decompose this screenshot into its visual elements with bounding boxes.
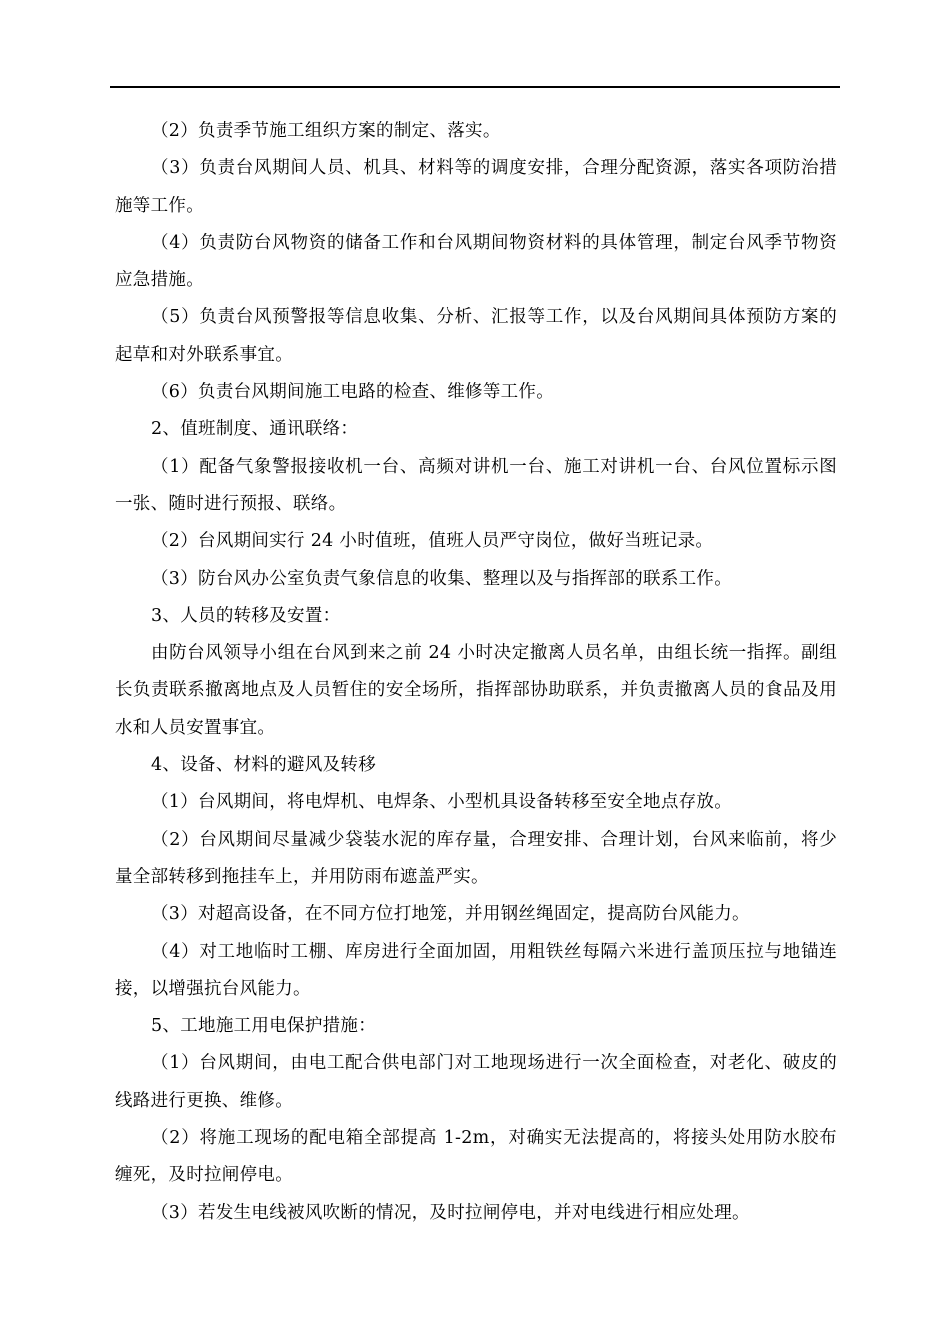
paragraph-equipment-3: （3）对超高设备，在不同方位打地笼，并用钢丝绳固定，提高防台风能力。 <box>151 904 750 925</box>
section-heading-equipment-transfer: 4、设备、材料的避风及转移 <box>151 755 377 776</box>
paragraph-equipment-4: （4）对工地临时工棚、库房进行全面加固，用粗铁丝每隔六米进行盖顶压拉与地锚连接，以增强抗台风能力。 <box>115 941 837 999</box>
header-rule <box>110 86 840 88</box>
paragraph-equipment-1: （1）台风期间，将电焊机、电焊条、小型机具设备转移至安全地点存放。 <box>151 792 733 813</box>
paragraph-electrical-1: （1）台风期间，由电工配合供电部门对工地现场进行一次全面检查，对老化、破皮的线路进行更换、维修。 <box>115 1053 837 1111</box>
paragraph-duty-3: （3）防台风办公室负责气象信息的收集、整理以及与指挥部的联系工作。 <box>151 568 733 589</box>
section-heading-duty-system: 2、值班制度、通讯联络： <box>151 419 359 440</box>
paragraph-personnel-transfer: 由防台风领导小组在台风到来之前 24 小时决定撤离人员名单，由组长统一指挥。副组长负责联系撤离地点及人员暂住的安全场所，指挥部协助联系，并负责撤离人员的食品及用水和人员安置事宜。 <box>115 643 837 738</box>
paragraph-equipment-2: （2）台风期间尽量减少袋装水泥的库存量，合理安排、合理计划，台风来临前，将少量全部转移到拖挂车上，并用防雨布遮盖严实。 <box>115 829 837 887</box>
paragraph-responsibility-2: （2）负责季节施工组织方案的制定、落实。 <box>151 121 501 141</box>
paragraph-electrical-2: （2）将施工现场的配电箱全部提高 1-2m，对确实无法提高的，将接头处用防水胶布缠死，及时拉闸停电。 <box>115 1128 837 1186</box>
paragraph-responsibility-3: （3）负责台风期间人员、机具、材料等的调度安排，合理分配资源，落实各项防治措施等工作。 <box>115 158 837 216</box>
paragraph-duty-1: （1）配备气象警报接收机一台、高频对讲机一台、施工对讲机一台、台风位置标示图一张、随时进行预报、联络。 <box>115 456 837 514</box>
paragraph-responsibility-6: （6）负责台风期间施工电路的检查、维修等工作。 <box>151 382 555 403</box>
section-heading-personnel-transfer: 3、人员的转移及安置： <box>151 605 341 626</box>
section-heading-electrical-protection: 5、工地施工用电保护措施： <box>151 1016 377 1037</box>
paragraph-electrical-3: （3）若发生电线被风吹断的情况，及时拉闸停电，并对电线进行相应处理。 <box>151 1202 750 1223</box>
paragraph-responsibility-4: （4）负责防台风物资的储备工作和台风期间物资材料的具体管理，制定台风季节物资应急措施。 <box>115 232 837 291</box>
document-body <box>115 113 837 1232</box>
paragraph-responsibility-5: （5）负责台风预警报等信息收集、分析、汇报等工作，以及台风期间具体预防方案的起草和对外联系事宜。 <box>115 307 837 365</box>
paragraph-duty-2: （2）台风期间实行 24 小时值班，值班人员严守岗位，做好当班记录。 <box>151 531 714 552</box>
